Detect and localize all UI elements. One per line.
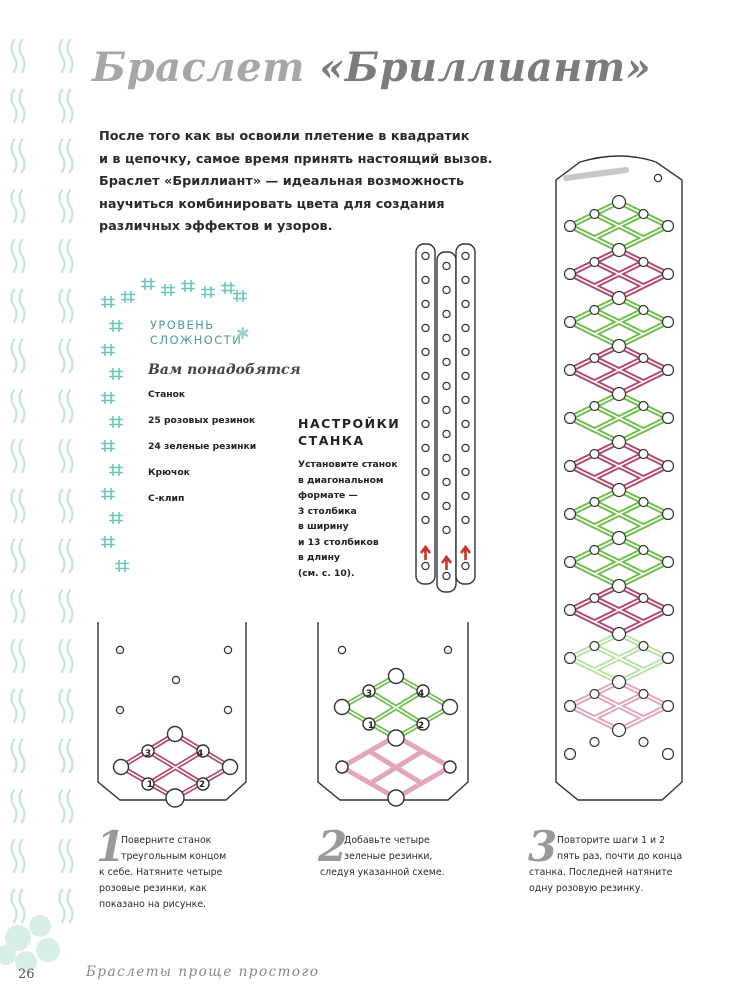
loom-peg [590,354,599,363]
flower-icon [0,915,60,973]
diagram-label: 1 [367,721,375,731]
intro-line: научиться комбинировать цвета для создания [99,196,445,212]
materials-item: Крючок [148,467,190,478]
loom-peg [613,676,626,689]
diagram-label: 4 [417,689,425,699]
loom-peg [590,402,599,411]
loom-peg [590,642,599,651]
loom-peg [565,749,576,760]
diagram-label: 3 [365,689,373,699]
diagram-label: 4 [196,749,204,759]
title-main: Браслет [92,44,320,91]
loom-peg [565,557,576,568]
loom-peg [639,258,648,267]
loom-peg [639,306,648,315]
loom-peg [639,498,648,507]
step-number: 3 [528,822,558,871]
loom-peg [590,306,599,315]
loom-peg [639,594,648,603]
loom-peg [613,196,626,209]
materials-item: 25 розовых резинок [148,415,256,426]
loom-peg [613,292,626,305]
loom-peg [565,653,576,664]
loom-peg [565,605,576,616]
loom-peg [613,388,626,401]
loom-peg [590,450,599,459]
loom-peg [613,244,626,257]
loom-peg [565,509,576,520]
intro-text [99,126,493,239]
loom-peg [639,546,648,555]
loom-peg [590,498,599,507]
loom-peg [663,317,674,328]
step-number: 2 [318,822,348,871]
materials-item: Станок [148,389,186,400]
materials-list [148,389,256,519]
loom-peg [613,628,626,641]
step-3-text: Повторите шаги 1 и 2 пять раз, почти до конца станка. Последней натяните одну розовую резинку. [529,835,683,894]
step1-diagram [98,622,246,807]
loom-peg [663,605,674,616]
loom-peg [663,365,674,376]
loom-peg [590,546,599,555]
step-number: 1 [96,822,126,871]
loom-peg [639,450,648,459]
loom-setup-text: Установите станок в диагональном формате — 3 столбика в ширину и 13 столбиков в длину (см. с. 10). [298,459,398,579]
loom-peg [565,461,576,472]
loom-peg [663,557,674,568]
loom-peg [639,642,648,651]
diagram-label: 2 [417,721,425,731]
loom-peg [590,258,599,267]
loom-peg [639,402,648,411]
footer-title: Браслеты проще простого [86,964,320,980]
loom-peg [663,509,674,520]
step-1-text: Поверните станок треугольным концом к себе. Натяните четыре розовые резинки, как показано на рисунке. [99,835,227,910]
step-2-text: Добавьте четыре зеленые резинки, следуя указанной схеме. [320,835,445,878]
diagram-label: 3 [144,749,152,759]
loom-setup-title: НАСТРОЙКИ СТАНКА [298,416,401,448]
intro-line: После того как вы освоили плетение в квадратик [99,129,470,144]
materials-title: Вам понадобятся [148,362,301,378]
intro-line: различных эффектов и узоров. [99,219,333,234]
step2-diagram [318,622,468,806]
loom-peg [613,532,626,545]
materials-item: 24 зеленые резинки [148,441,257,452]
loom-peg [590,738,599,747]
page-number: 26 [18,967,35,982]
loom-peg [613,484,626,497]
loom-peg [613,340,626,353]
materials-item: С-клип [148,493,185,504]
loom-peg [613,436,626,449]
loom-peg [590,210,599,219]
loom-peg [590,690,599,699]
loom-peg [613,724,626,737]
loom-peg [663,221,674,232]
loom-peg [663,461,674,472]
loom-peg [565,221,576,232]
loom-peg [663,749,674,760]
loom-peg [565,365,576,376]
difficulty-label: УРОВЕНЬ СЛОЖНОСТИ [150,318,243,347]
page-title [92,44,651,91]
loom-peg [613,580,626,593]
loom-peg [639,354,648,363]
loom-peg [639,690,648,699]
bracelet-diagram [556,156,682,800]
loom-illustration [416,244,475,592]
loom-peg [663,653,674,664]
loom-peg [663,413,674,424]
loom-peg [639,210,648,219]
title-accent: «Бриллиант» [319,44,652,91]
loom-peg [565,413,576,424]
loom-peg [565,317,576,328]
diagram-label: 2 [198,780,206,790]
intro-line: Браслет «Бриллиант» — идеальная возможность [99,174,465,189]
intro-line: и в цепочку, самое время принять настоящий вызов. [99,151,493,167]
diagram-label: 1 [146,780,154,790]
loom-peg [663,701,674,712]
margin-squiggles [12,40,73,922]
loom-peg [639,738,648,747]
loom-peg [565,701,576,712]
snowflake-icon: ✱ [236,324,250,343]
loom-peg [663,269,674,280]
loom-peg [565,269,576,280]
loom-peg [590,594,599,603]
